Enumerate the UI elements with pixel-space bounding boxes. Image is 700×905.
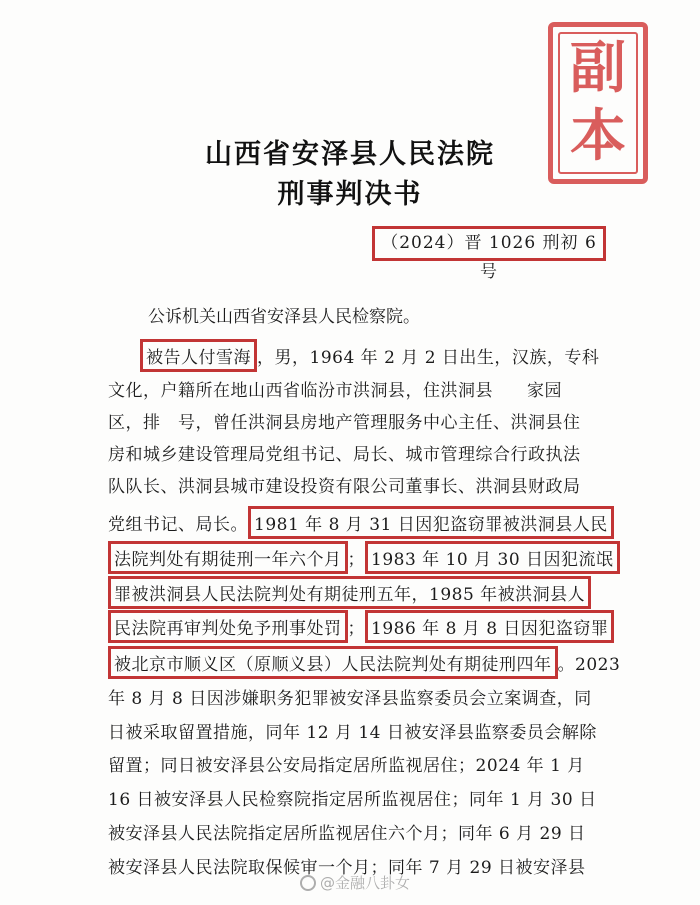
text-line-5: 房和城乡建设管理局党组书记、局长、城市管理综合行政执法 bbox=[108, 445, 581, 465]
residence-text-end: 家园 bbox=[527, 381, 562, 401]
text-line-3 bbox=[108, 376, 608, 401]
court-name-title: 山西省安泽县人民法院 bbox=[205, 139, 495, 170]
text-line-12: 年 8 月 8 日因涉嫌职务犯罪被安泽县监察委员会立案调查，同 bbox=[108, 689, 592, 709]
text-line-4: 区，排 号，曾任洪洞县房地产管理服务中心主任、洪洞县住 bbox=[108, 413, 581, 433]
weibo-icon bbox=[300, 875, 316, 891]
year-2023-text: 。2023 bbox=[557, 655, 621, 675]
text-line-2 bbox=[140, 343, 640, 368]
position-end-text: 党组书记、局长。 bbox=[108, 515, 248, 535]
separator: ； bbox=[347, 550, 365, 570]
record-1985-retrial-highlight: 民法院再审判处免予刑事处罚 bbox=[108, 610, 348, 643]
text-line-10 bbox=[108, 614, 608, 639]
defendant-name-highlight: 被告人付雪海 bbox=[140, 339, 257, 372]
text-line-17: 被安泽县人民法院取保候审一个月；同年 7 月 29 日被安泽县 bbox=[108, 858, 586, 878]
watermark-text: @金融八卦女 bbox=[320, 874, 411, 892]
stamp-char-2: 本 bbox=[570, 104, 626, 169]
text-line-14: 留置；同日被安泽县公安局指定居所监视居住；2024 年 1 月 bbox=[108, 756, 585, 776]
weibo-watermark bbox=[300, 872, 410, 893]
prosecutor-line: 公诉机关山西省安泽县人民检察院。 bbox=[148, 307, 420, 327]
record-1981-highlight: 1981 年 8 月 31 日因犯盗窃罪被洪洞县人民 bbox=[248, 506, 614, 539]
record-1983-sentence-highlight: 罪被洪洞县人民法院判处有期徒刑五年，1985 年被洪洞县人 bbox=[108, 576, 591, 609]
stamp-char-1: 副 bbox=[570, 36, 626, 101]
text-line-8 bbox=[108, 545, 614, 570]
text-line-15: 16 日被安泽县人民检察院指定居所监视居住；同年 1 月 30 日 bbox=[108, 790, 597, 810]
defendant-info: ，男，1964 年 2 月 2 日出生，汉族，专科 bbox=[257, 348, 600, 368]
text-line-11 bbox=[108, 650, 621, 675]
record-1986-highlight: 1986 年 8 月 8 日因犯盗窃罪 bbox=[365, 610, 614, 643]
text-line-16: 被安泽县人民法院指定居所监视居住六个月；同年 6 月 29 日 bbox=[108, 824, 586, 844]
text-line-7 bbox=[108, 510, 608, 535]
record-1981-sentence-highlight: 法院判处有期徒刑一年六个月 bbox=[108, 541, 348, 574]
residence-text: 文化，户籍所在地山西省临汾市洪洞县，住洪洞县 bbox=[108, 381, 493, 401]
document-type-title: 刑事判决书 bbox=[277, 179, 423, 210]
text-line-9 bbox=[108, 580, 608, 605]
separator: ； bbox=[347, 619, 365, 639]
record-1983-highlight: 1983 年 10 月 30 日因犯流氓 bbox=[365, 541, 620, 574]
text-line-6: 队队长、洪洞县城市建设投资有限公司董事长、洪洞县财政局 bbox=[108, 477, 581, 497]
text-line-13: 日被采取留置措施，同年 12 月 14 日被安泽县监察委员会解除 bbox=[108, 723, 597, 743]
case-number-box: （2024）晋 1026 刑初 6 号 bbox=[372, 226, 606, 261]
record-1986-sentence-highlight: 被北京市顺义区（原顺义县）人民法院判处有期徒刑四年 bbox=[108, 646, 558, 679]
